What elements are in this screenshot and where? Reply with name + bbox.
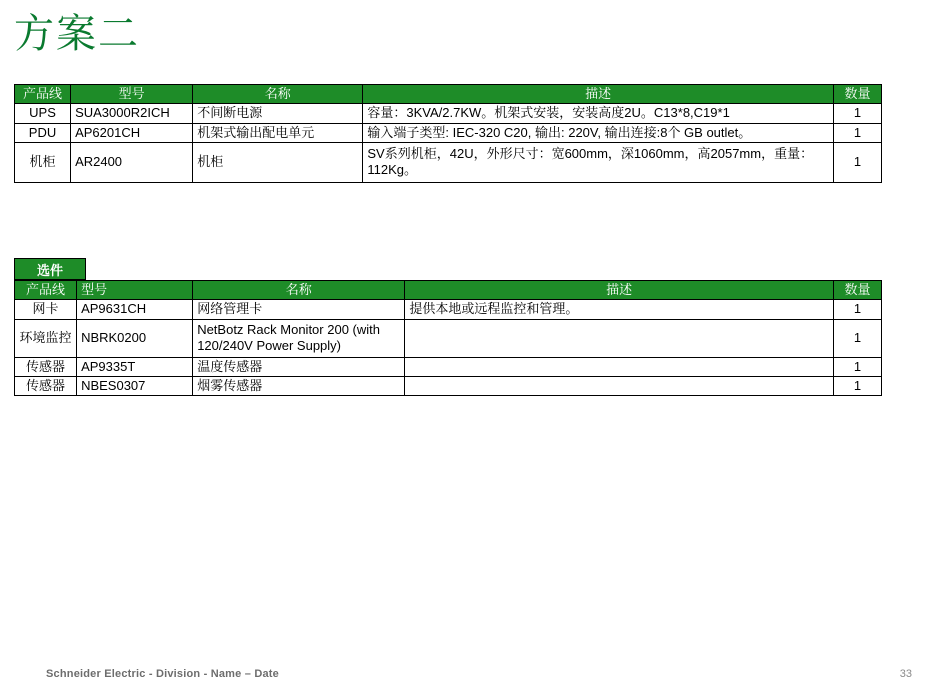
cell-description: SV系列机柜，42U，外形尺寸：宽600mm，深1060mm，高2057mm，重量：112Kg。 [363, 142, 834, 182]
column-header-product-line: 产品线 [15, 281, 77, 300]
cell-quantity: 1 [833, 104, 881, 123]
cell-product-line: UPS [15, 104, 71, 123]
table-row [15, 319, 882, 357]
cell-description: 输入端子类型: IEC-320 C20, 输出: 220V, 输出连接:8个 GB outlet。 [363, 123, 834, 142]
cell-quantity: 1 [833, 319, 881, 357]
cell-product-line: 机柜 [15, 142, 71, 182]
table-row [15, 123, 882, 142]
table-header-row [15, 85, 882, 104]
cell-quantity: 1 [833, 357, 881, 376]
column-header-description: 描述 [405, 281, 833, 300]
cell-product-line: 环境监控 [15, 319, 77, 357]
cell-name: 机架式输出配电单元 [193, 123, 363, 142]
column-header-model: 型号 [77, 281, 193, 300]
cell-model: AP9335T [77, 357, 193, 376]
cell-description [405, 319, 833, 357]
page-title: 方案二 [14, 11, 140, 57]
cell-description [405, 357, 833, 376]
table-row [15, 104, 882, 123]
cell-model: NBRK0200 [77, 319, 193, 357]
column-header-quantity: 数量 [833, 281, 881, 300]
cell-product-line: 传感器 [15, 357, 77, 376]
column-header-description: 描述 [363, 85, 834, 104]
cell-model: NBES0307 [77, 376, 193, 395]
cell-quantity: 1 [833, 376, 881, 395]
cell-name: NetBotz Rack Monitor 200 (with 120/240V Power Supply) [193, 319, 405, 357]
cell-quantity: 1 [833, 142, 881, 182]
cell-name: 温度传感器 [193, 357, 405, 376]
column-header-name: 名称 [193, 85, 363, 104]
cell-name: 网络管理卡 [193, 300, 405, 319]
column-header-quantity: 数量 [833, 85, 881, 104]
table-row [15, 142, 882, 182]
cell-model: AP9631CH [77, 300, 193, 319]
cell-product-line: 网卡 [15, 300, 77, 319]
cell-quantity: 1 [833, 300, 881, 319]
page-number: 33 [899, 668, 912, 680]
cell-model: SUA3000R2ICH [71, 104, 193, 123]
cell-product-line: 传感器 [15, 376, 77, 395]
cell-quantity: 1 [833, 123, 881, 142]
cell-model: AR2400 [71, 142, 193, 182]
cell-name: 烟雾传感器 [193, 376, 405, 395]
cell-name: 不间断电源 [193, 104, 363, 123]
cell-description [405, 376, 833, 395]
slide-footer: Schneider Electric - Division - Name – Date [46, 668, 279, 680]
cell-description: 容量：3KVA/2.7KW。机架式安装，安装高度2U。C13*8,C19*1 [363, 104, 834, 123]
cell-name: 机柜 [193, 142, 363, 182]
column-header-name: 名称 [193, 281, 405, 300]
column-header-product-line: 产品线 [15, 85, 71, 104]
table-row [15, 357, 882, 376]
optional-section-label: 选件 [14, 258, 86, 280]
table-row [15, 300, 882, 319]
table-row [15, 376, 882, 395]
main-configuration-table [14, 84, 882, 183]
column-header-model: 型号 [71, 85, 193, 104]
cell-product-line: PDU [15, 123, 71, 142]
cell-description: 提供本地或远程监控和管理。 [405, 300, 833, 319]
cell-model: AP6201CH [71, 123, 193, 142]
optional-components-table [14, 280, 882, 396]
table-header-row [15, 281, 882, 300]
